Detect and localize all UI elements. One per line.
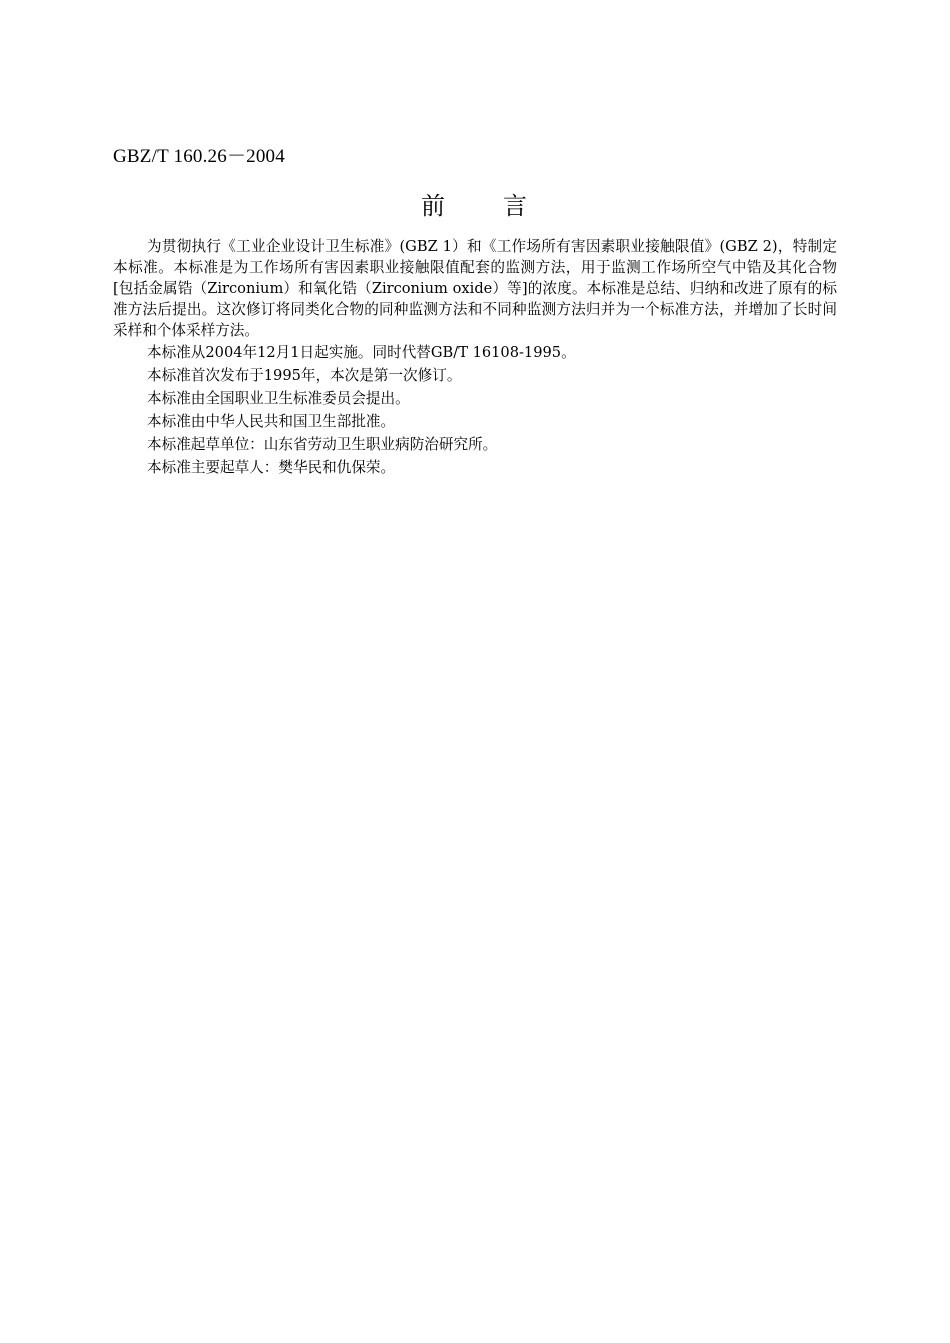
proposer-paragraph: 本标准由全国职业卫生标准委员会提出。 [147, 390, 410, 407]
intro-paragraph: 为贯彻执行《工业企业设计卫生标准》(GBZ 1）和《工作场所有害因素职业接触限值》(GBZ 2)，特制定本标准。本标准是为工作场所有害因素职业接触限值配套的监测方法，用于监测工作场所空气中锆及其化合物 [包括金属锆（Zirconium）和氧化锆（Zirconium oxide）等]的浓度。本标准是总结、归纳和改进了原有的标准方法后提出。这次修订将同类化合物的同种监测方法和不同种监测方法归并为一个标准方法，并增加了长时间采样和个体采样方法。 [113, 238, 837, 339]
approver-paragraph: 本标准由中华人民共和国卫生部批准。 [147, 413, 396, 430]
implementation-paragraph: 本标准从2004年12月1日起实施。同时代替GB/T 16108-1995。 [147, 344, 576, 361]
standard-code: GBZ/T 160.26－2004 [113, 146, 285, 167]
drafting-unit-paragraph: 本标准起草单位：山东省劳动卫生职业病防治研究所。 [147, 436, 498, 453]
first-issue-paragraph: 本标准首次发布于1995年，本次是第一次修订。 [147, 367, 462, 384]
drafters-paragraph: 本标准主要起草人：樊华民和仇保荣。 [147, 459, 396, 476]
page-title [0, 186, 950, 221]
title-char-1: 前 [421, 192, 447, 220]
preface-body [113, 236, 837, 479]
title-char-2: 言 [503, 192, 529, 220]
